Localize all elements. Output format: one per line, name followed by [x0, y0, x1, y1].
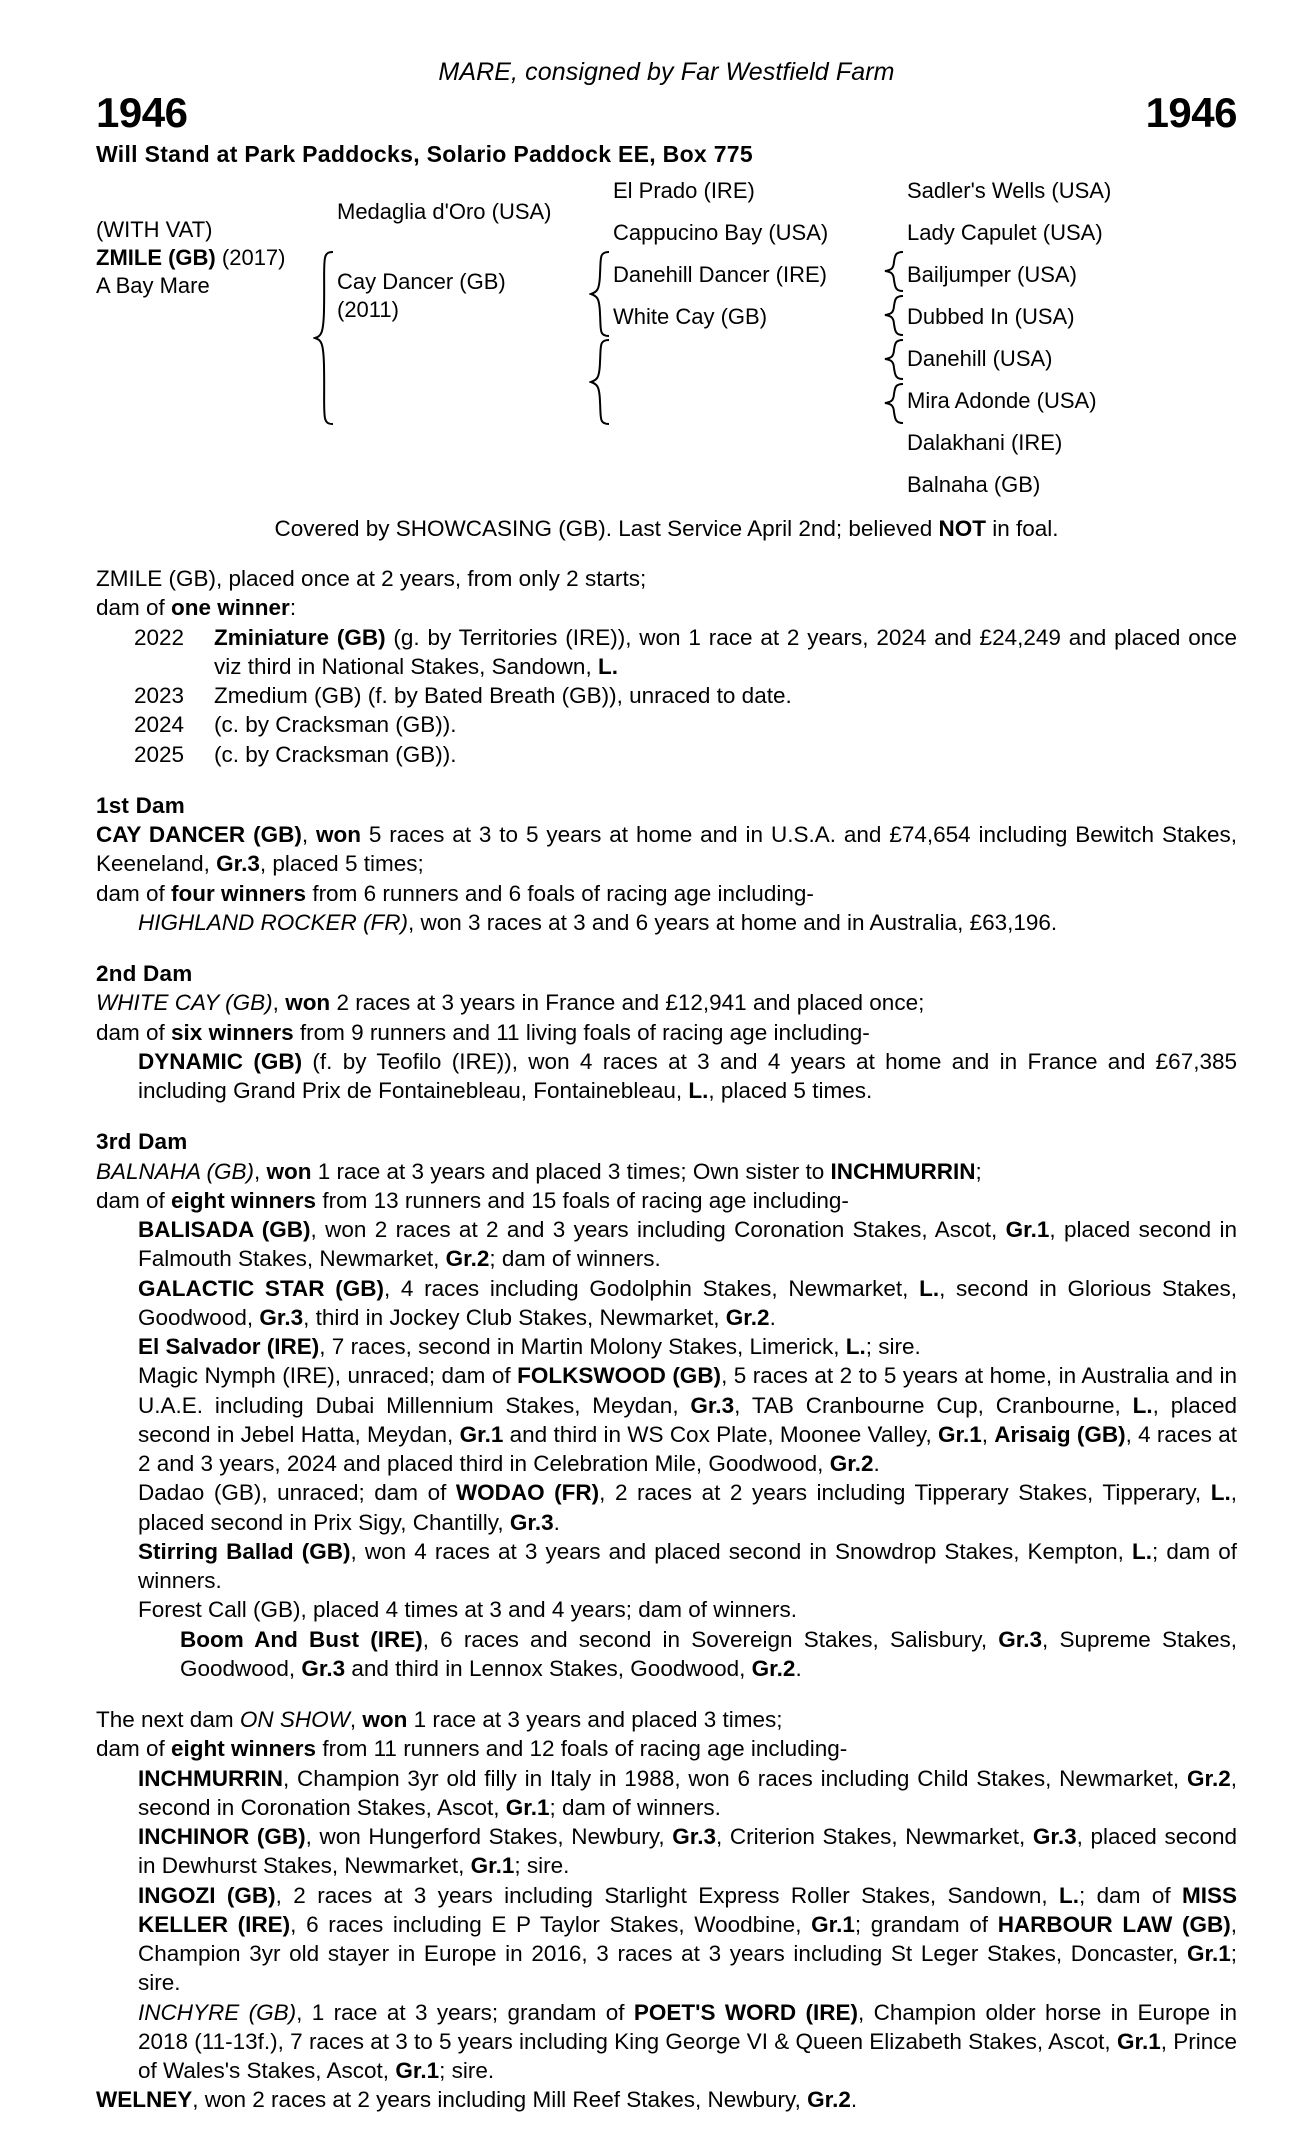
- produce-detail: Zminiature (GB) (g. by Territories (IRE)), won 1 race at 2 years, 2024 and £24,249 and placed once viz third in National Stakes, Sandown, L.: [214, 624, 1237, 679]
- next-dam-line: INCHINOR (GB), won Hungerford Stakes, Newbury, Gr.3, Criterion Stakes, Newmarket, Gr.3, placed second in Dewhurst Stakes, Newmarket, Gr.1; sire.: [138, 1824, 1237, 1879]
- gg-7: Dalakhani (IRE): [907, 430, 1063, 456]
- subject-dam-of-line: [96, 593, 1237, 622]
- dam-line: Forest Call (GB), placed 4 times at 3 and 4 years; dam of winners.: [138, 1597, 798, 1623]
- dam-section: [96, 1127, 1237, 1683]
- dam-line: dam of four winners from 6 runners and 6 foals of racing age including-: [96, 880, 814, 906]
- gg-3: Bailjumper (USA): [907, 262, 1077, 288]
- produce-detail: Zmedium (GB) (f. by Bated Breath (GB)), unraced to date.: [214, 683, 792, 709]
- dam-line: Magic Nymph (IRE), unraced; dam of FOLKSWOOD (GB), 5 races at 2 to 5 years at home, in Australia and in U.A.E. including Dubai Millennium Stakes, Meydan, Gr.3, TAB Cranbourne Cup, Cranbourne, L., placed second in Jebel Hatta, Meydan, Gr.1 and third in WS Cox Plate, Moonee Valley, Gr.1, Arisaig (GB), 4 races at 2 and 3 years, 2024 and placed third in Celebration Mile, Goodwood, Gr.2.: [138, 1363, 1237, 1477]
- produce-year: 2025: [134, 741, 185, 767]
- produce-year: 2023: [134, 683, 185, 709]
- dam-of-prefix: dam of: [96, 595, 172, 621]
- subject-year: (2017): [221, 245, 286, 271]
- dam-line: BALISADA (GB), won 2 races at 2 and 3 years including Coronation Stakes, Ascot, Gr.1, placed second in Falmouth Stakes, Newmarket, Gr.2; dam of winners.: [138, 1217, 1238, 1272]
- gg-8: Balnaha (GB): [907, 472, 1041, 498]
- brace-sire-group: [587, 170, 613, 506]
- next-dam-line: INCHMURRIN, Champion 3yr old filly in Italy in 1988, won 6 races including Child Stakes, Newmarket, Gr.2, second in Coronation Stakes, Ascot, Gr.1; dam of winners.: [138, 1765, 1237, 1820]
- pedigree-subject: [96, 170, 311, 506]
- dam-sections: [96, 791, 1237, 1683]
- dam-line: dam of six winners from 9 runners and 11 living foals of racing age including-: [96, 1019, 870, 1045]
- dam-cell: [337, 254, 587, 338]
- gg-1: Sadler's Wells (USA): [907, 178, 1112, 204]
- sire-dam: Cappucino Bay (USA): [613, 220, 829, 246]
- dam-of-count: one winner: [171, 595, 290, 621]
- dam-line: El Salvador (IRE), 7 races, second in Martin Molony Stakes, Limerick, L.; sire.: [138, 1334, 921, 1360]
- subject-name: ZMILE (GB): [96, 245, 216, 271]
- brace-great-grandparents: [881, 170, 907, 506]
- produce-row: [96, 623, 1237, 682]
- next-dam-line: WELNEY, won 2 races at 2 years including Mill Reef Stakes, Newbury, Gr.2.: [96, 2087, 858, 2113]
- produce-row: [96, 740, 1237, 769]
- dam-name: Cay Dancer (GB): [337, 268, 506, 294]
- dam-line: DYNAMIC (GB) (f. by Teofilo (IRE)), won 4 races at 3 and 4 years at home and in France and £67,385 including Grand Prix de Fontainebleau, Fontainebleau, L., placed 5 times.: [138, 1048, 1238, 1104]
- dam-of-suffix: :: [289, 595, 297, 621]
- next-dam-line: dam of eight winners from 11 runners and 12 foals of racing age including-: [96, 1736, 848, 1762]
- next-dam-line: INGOZI (GB), 2 races at 3 years including Starlight Express Roller Stakes, Sandown, L.; dam of MISS KELLER (IRE), 6 races including E P Taylor Stakes, Woodbine, Gr.1; grandam of HARBOUR LAW (GB), Champion 3yr old stayer in Europe in 2016, 3 races at 3 years including St Leger Stakes, Doncaster, Gr.1; sire.: [138, 1882, 1238, 1996]
- dam-section: [96, 791, 1237, 937]
- lot-number-right: 1946: [1145, 89, 1237, 136]
- dam-line: WHITE CAY (GB), won 2 races at 3 years in France and £12,941 and placed once;: [96, 990, 925, 1016]
- dam-heading: 2nd Dam: [96, 961, 193, 987]
- dam-line: GALACTIC STAR (GB), 4 races including Godolphin Stakes, Newmarket, L., second in Glorious Stakes, Goodwood, Gr.3, third in Jockey Club Stakes, Newmarket, Gr.2.: [138, 1275, 1238, 1330]
- dam-line: CAY DANCER (GB), won 5 races at 3 to 5 years at home and in U.S.A. and £74,654 including Bewitch Stakes, Keeneland, Gr.3, placed 5 times;: [96, 822, 1237, 877]
- gg-6: Mira Adonde (USA): [907, 388, 1097, 414]
- sire-name: Medaglia d'Oro (USA): [337, 198, 552, 224]
- dam-dam: White Cay (GB): [613, 304, 768, 330]
- covering-line: [96, 516, 1237, 542]
- subject-record-line: ZMILE (GB), placed once at 2 years, from only 2 starts;: [96, 566, 647, 592]
- next-dam-line: The next dam ON SHOW, won 1 race at 3 years and placed 3 times;: [96, 1707, 783, 1733]
- dam-line: BALNAHA (GB), won 1 race at 3 years and placed 3 times; Own sister to INCHMURRIN;: [96, 1158, 982, 1184]
- brace-outer: [311, 170, 337, 506]
- dam-line: Dadao (GB), unraced; dam of WODAO (FR), 2 races at 2 years including Tipperary Stakes, Tipperary, L., placed second in Prix Sigy, Chantilly, Gr.3.: [138, 1480, 1237, 1535]
- subject-description: A Bay Mare: [96, 273, 210, 299]
- produce-row: [96, 681, 1237, 710]
- next-dam-section: [96, 1705, 1237, 2115]
- dam-line: dam of eight winners from 13 runners and 15 foals of racing age including-: [96, 1187, 849, 1213]
- dam-line: HIGHLAND ROCKER (FR), won 3 races at 3 and 6 years at home and in Australia, £63,196.: [138, 909, 1058, 935]
- sire-cell: [337, 170, 587, 254]
- subject-record: [96, 564, 1237, 769]
- produce-detail: (c. by Cracksman (GB)).: [214, 712, 457, 738]
- pedigree-parents: [337, 170, 587, 506]
- covering-emphasis: NOT: [938, 516, 986, 542]
- lot-number-left: 1946: [96, 89, 188, 136]
- gg-4: Dubbed In (USA): [907, 304, 1075, 330]
- consignor-line: MARE, consigned by Far Westfield Farm: [438, 58, 895, 86]
- lot-number-row: [96, 91, 1237, 135]
- produce-list: [96, 623, 1237, 769]
- dam-section: [96, 959, 1237, 1105]
- stand-at-line: Will Stand at Park Paddocks, Solario Paddock EE, Box 775: [96, 141, 753, 168]
- produce-detail: (c. by Cracksman (GB)).: [214, 741, 457, 767]
- gg-2: Lady Capulet (USA): [907, 220, 1103, 246]
- gg-5: Danehill (USA): [907, 346, 1053, 372]
- dam-sire: Danehill Dancer (IRE): [613, 262, 827, 288]
- dam-year: (2011): [337, 297, 399, 323]
- produce-row: [96, 710, 1237, 739]
- dam-heading: 1st Dam: [96, 792, 185, 818]
- covering-post: in foal.: [985, 516, 1059, 542]
- pedigree-grandparents: [613, 170, 881, 506]
- covering-pre: Covered by SHOWCASING (GB). Last Service April 2nd; believed: [274, 516, 939, 542]
- dam-line: Boom And Bust (IRE), 6 races and second in Sovereign Stakes, Salisbury, Gr.3, Supreme Stakes, Goodwood, Gr.3 and third in Lennox Stakes, Goodwood, Gr.2.: [180, 1626, 1238, 1681]
- pedigree-table: [96, 170, 1237, 506]
- dam-line: Stirring Ballad (GB), won 4 races at 3 years and placed second in Snowdrop Stakes, Kempton, L.; dam of winners.: [138, 1538, 1237, 1594]
- pedigree-great-grandparents: [907, 170, 1157, 506]
- dam-heading: 3rd Dam: [96, 1129, 188, 1155]
- produce-year: 2022: [134, 624, 185, 650]
- vat-note: (WITH VAT): [96, 217, 213, 243]
- sire-sire: El Prado (IRE): [613, 178, 755, 204]
- produce-year: 2024: [134, 712, 185, 738]
- next-dam-line: INCHYRE (GB), 1 race at 3 years; grandam of POET'S WORD (IRE), Champion older horse in Europe in 2018 (11-13f.), 7 races at 3 to 5 years including King George VI & Queen Elizabeth Stakes, Ascot, Gr.1, Prince of Wales's Stakes, Ascot, Gr.1; sire.: [138, 1999, 1237, 2084]
